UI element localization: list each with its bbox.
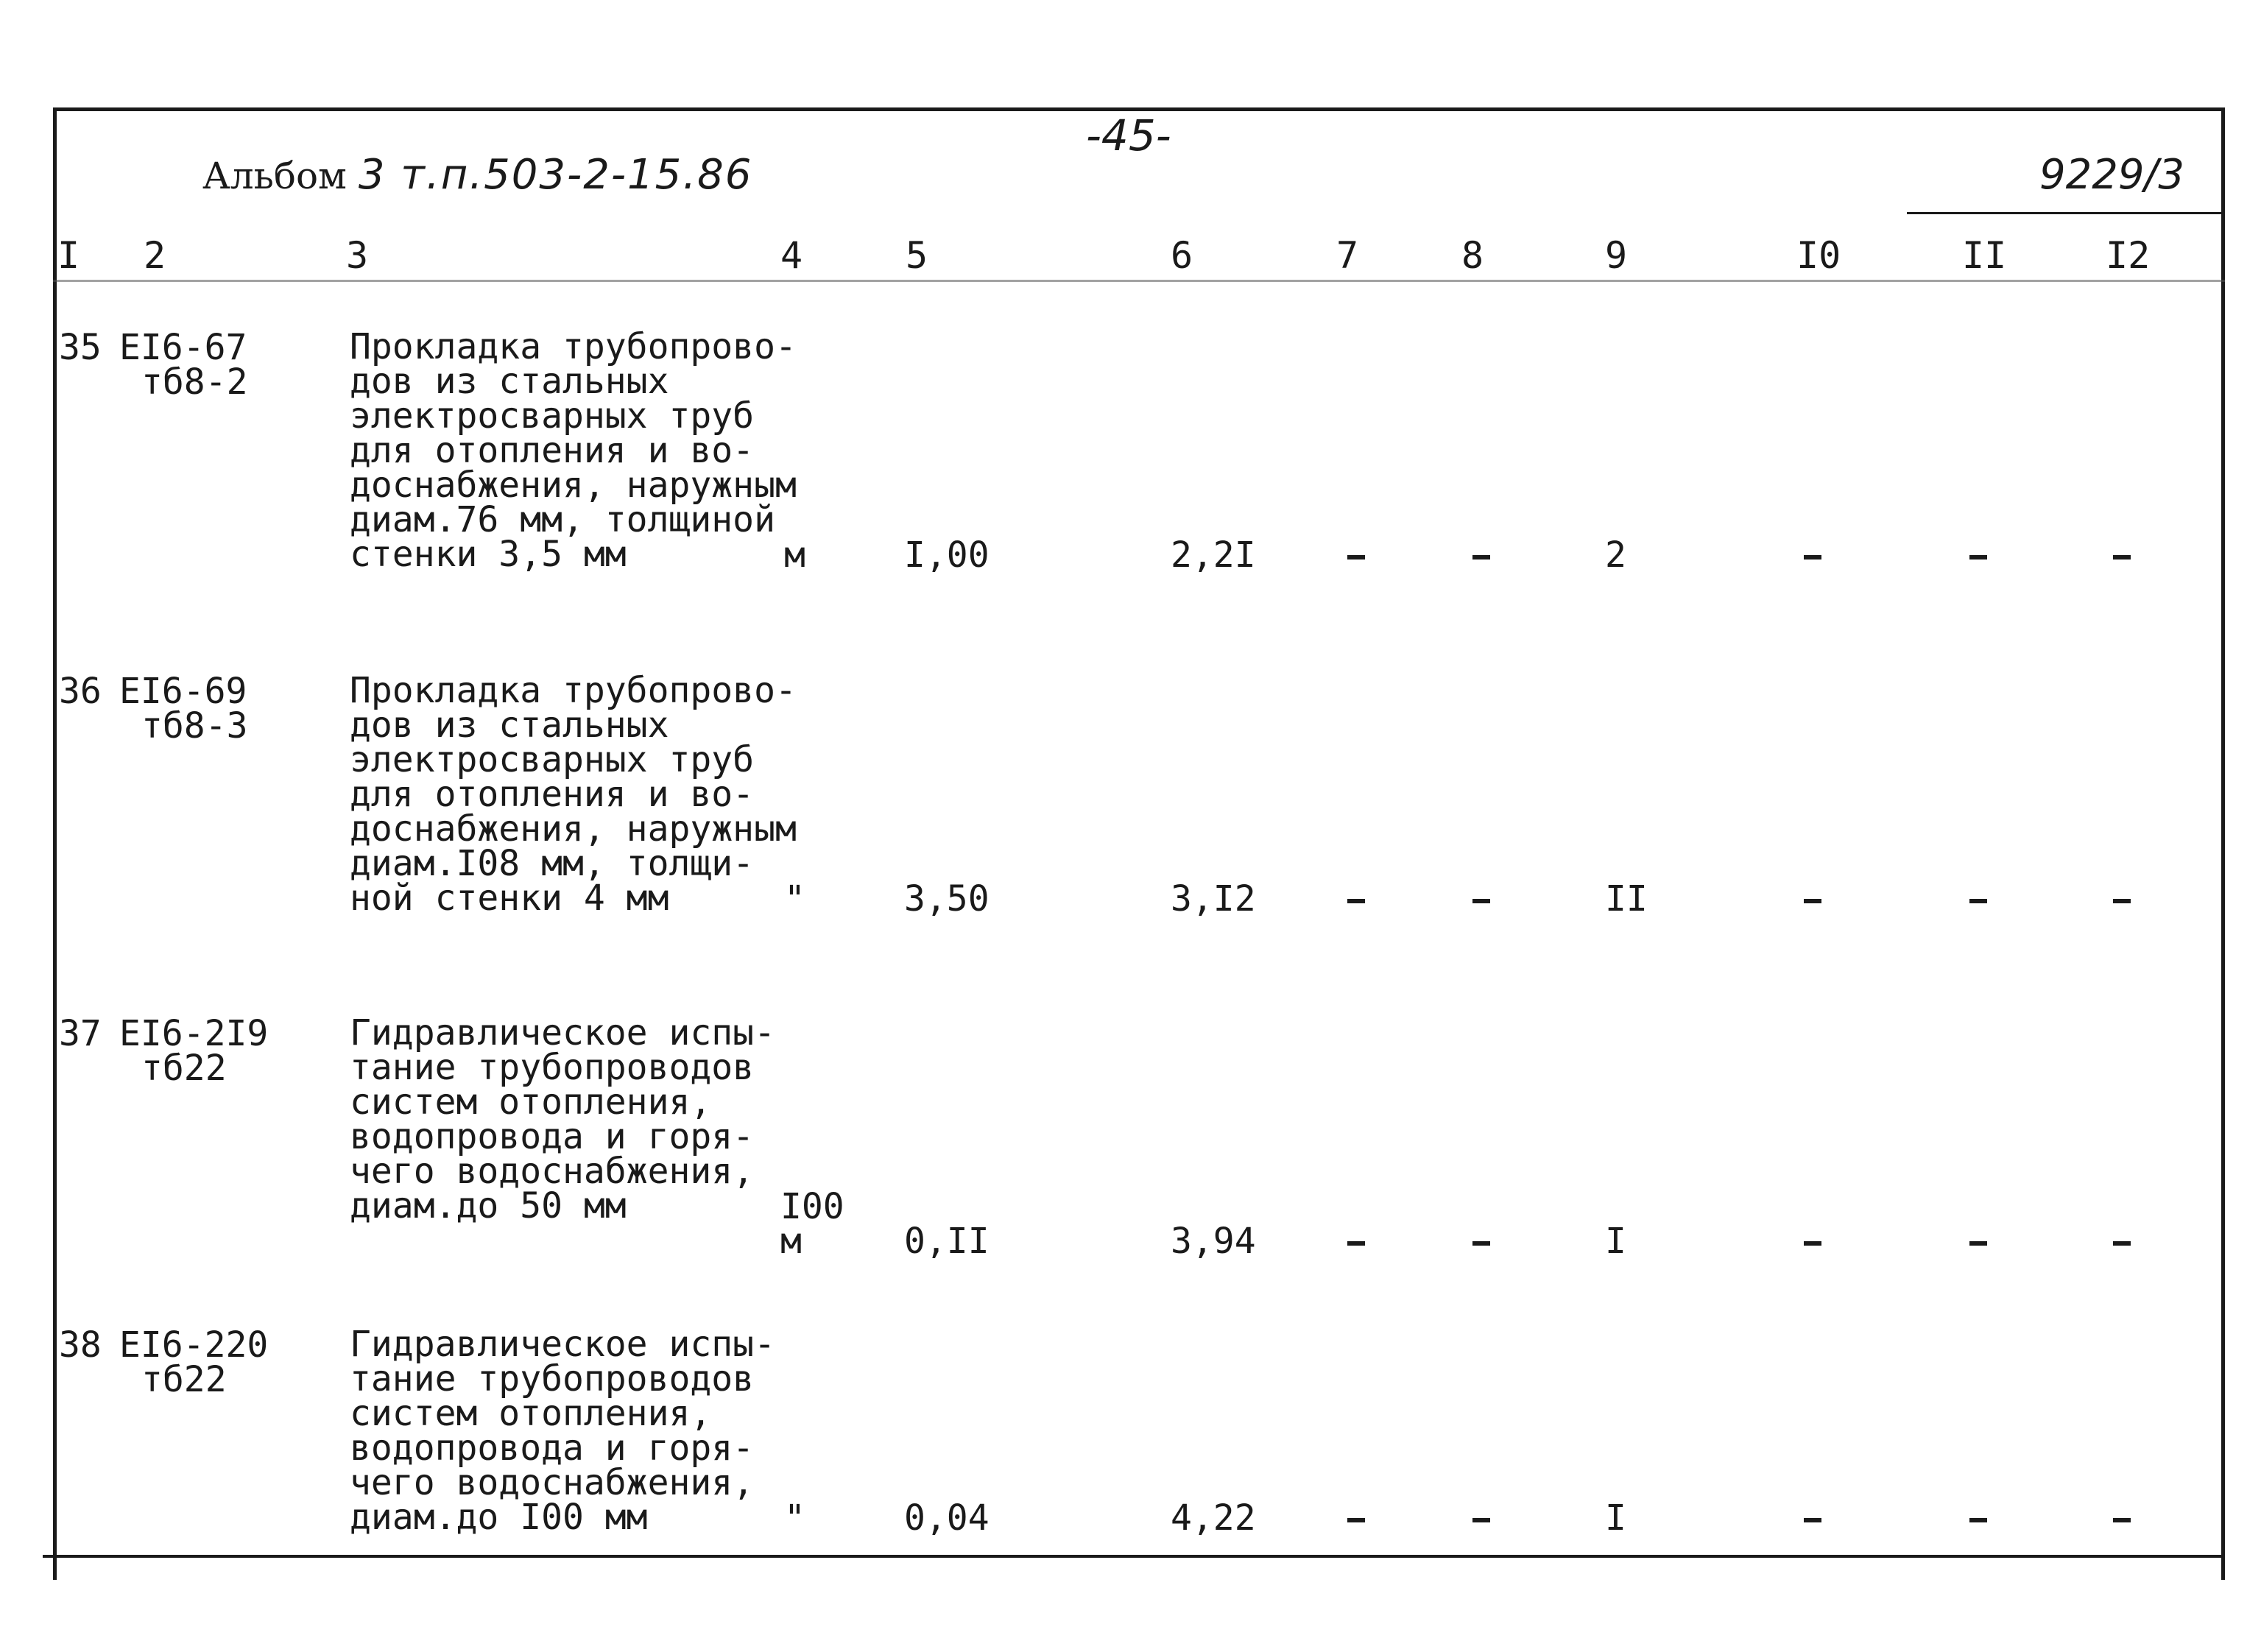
dash-mark (1347, 555, 1365, 560)
description-line: Прокладка трубопрово- (350, 670, 797, 711)
description-line: Гидравлическое испы- (350, 1012, 775, 1053)
description-line: доснабжения, наружным (350, 465, 797, 506)
description-line: ной стенки 4 мм (350, 878, 669, 919)
row-unit-line-2: м (780, 1221, 802, 1262)
row-code: EI6-67 (119, 327, 247, 368)
header-rule (53, 280, 2225, 282)
dash-mark (1969, 1518, 1987, 1522)
dash-mark (2113, 899, 2131, 903)
row-unit: м (784, 534, 805, 576)
col-header-11: II (1962, 234, 2007, 277)
row-quantity: 3,50 (904, 878, 990, 919)
description-line: диам.76 мм, толщиной (350, 499, 775, 540)
description-line: дов из стальных (350, 705, 669, 746)
document-code-rule (1907, 212, 2223, 214)
table-border-tail (2221, 1561, 2225, 1578)
dash-mark (2113, 1241, 2131, 1246)
row-quantity: I,00 (904, 534, 990, 576)
dash-mark (2113, 555, 2131, 560)
row-col-9: I (1605, 1221, 1626, 1262)
row-table-ref: тб22 (141, 1359, 227, 1400)
description-line: дов из стальных (350, 361, 669, 402)
description-line: систем отопления, (350, 1081, 712, 1123)
col-header-10: I0 (1796, 234, 1841, 277)
row-table-ref: тб8-3 (141, 705, 248, 746)
dash-mark (1969, 899, 1987, 903)
description-line: тание трубопроводов (350, 1358, 755, 1399)
dash-mark (2113, 1518, 2131, 1522)
col-header-9: 9 (1605, 234, 1628, 277)
row-col-9: 2 (1605, 534, 1626, 576)
row-number: 35 (59, 327, 102, 368)
row-table-ref: тб8-2 (141, 361, 248, 403)
description-line: диам.I08 мм, толщи- (350, 843, 755, 884)
col-header-5: 5 (906, 234, 928, 277)
row-code: EI6-2I9 (119, 1013, 269, 1054)
dash-mark (1347, 1241, 1365, 1246)
description-line: диам.до I00 мм (350, 1497, 648, 1538)
description-line: доснабжения, наружным (350, 808, 797, 850)
row-number: 38 (59, 1324, 102, 1366)
dash-mark (1804, 555, 1821, 560)
table-bottom-border (43, 1555, 2225, 1558)
dash-mark (1804, 1241, 1821, 1246)
row-col-6: 3,94 (1171, 1221, 1256, 1262)
col-header-8: 8 (1461, 234, 1484, 277)
row-code: EI6-69 (119, 671, 247, 712)
description-line: чего водоснабжения, (350, 1462, 755, 1503)
description-line: Прокладка трубопрово- (350, 326, 797, 367)
album-code: 3 т.п.503-2-15.86 (358, 151, 753, 199)
document-code: 9229/3 (2039, 151, 2185, 199)
col-header-2: 2 (144, 234, 166, 277)
description-line: тание трубопроводов (350, 1047, 755, 1088)
dash-mark (1804, 899, 1821, 903)
description-line: систем отопления, (350, 1393, 712, 1434)
row-col-9: II (1605, 878, 1648, 919)
description-line: электросварных труб (350, 395, 755, 437)
row-description (350, 670, 806, 919)
dash-mark (1347, 899, 1365, 903)
row-quantity: 0,II (904, 1221, 990, 1262)
description-line: чего водоснабжения, (350, 1151, 755, 1192)
col-header-7: 7 (1336, 234, 1359, 277)
dash-mark (1969, 1241, 1987, 1246)
description-line: стенки 3,5 мм (350, 534, 627, 575)
col-header-6: 6 (1171, 234, 1193, 277)
dash-mark (1472, 899, 1490, 903)
album-label: Альбом (202, 155, 347, 197)
row-table-ref: тб22 (141, 1048, 227, 1089)
row-col-6: 3,I2 (1171, 878, 1256, 919)
row-description (350, 326, 806, 576)
col-header-3: 3 (346, 234, 369, 277)
col-header-1: I (57, 234, 80, 277)
description-line: для отопления и во- (350, 430, 755, 471)
row-unit: " (784, 878, 805, 919)
page-number: -45- (1086, 110, 1171, 160)
row-number: 36 (59, 671, 102, 712)
row-col-9: I (1605, 1497, 1626, 1539)
row-code: EI6-220 (119, 1324, 269, 1366)
row-quantity: 0,04 (904, 1497, 990, 1539)
col-header-12: I2 (2106, 234, 2151, 277)
row-number: 37 (59, 1013, 102, 1054)
description-line: водопровода и горя- (350, 1116, 755, 1157)
description-line: Гидравлическое испы- (350, 1324, 775, 1365)
description-line: электросварных труб (350, 739, 755, 780)
row-unit: " (784, 1497, 805, 1539)
dash-mark (1969, 555, 1987, 560)
dash-mark (1472, 555, 1490, 560)
dash-mark (1347, 1518, 1365, 1522)
row-description (350, 1324, 806, 1539)
description-line: водопровода и горя- (350, 1427, 755, 1469)
dash-mark (1804, 1518, 1821, 1522)
row-col-6: 2,2I (1171, 534, 1256, 576)
album-title (202, 151, 752, 199)
row-unit: I00 (780, 1186, 844, 1227)
dash-mark (1472, 1518, 1490, 1522)
description-line: диам.до 50 мм (350, 1185, 627, 1226)
dash-mark (1472, 1241, 1490, 1246)
description-line: для отопления и во- (350, 774, 755, 815)
col-header-4: 4 (780, 234, 803, 277)
row-description (350, 1012, 806, 1226)
row-col-6: 4,22 (1171, 1497, 1256, 1539)
